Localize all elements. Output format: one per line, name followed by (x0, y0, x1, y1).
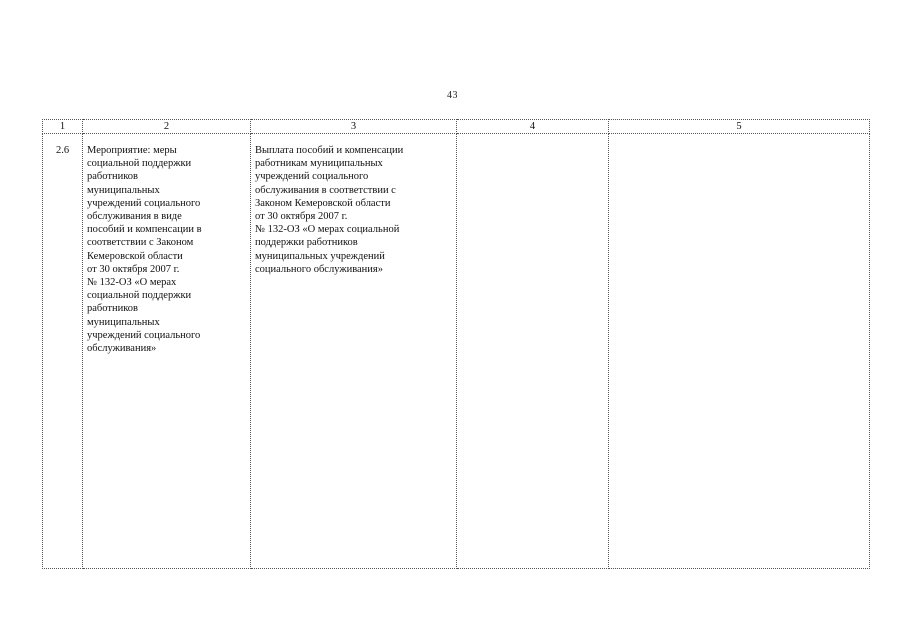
table-row (43, 134, 870, 569)
column-5-cell (609, 134, 870, 569)
column-header-2: 2 (83, 120, 251, 134)
measure-cell (83, 134, 251, 569)
document-table (42, 119, 870, 569)
row-number: 2.6 (55, 145, 70, 156)
description-cell (251, 134, 457, 569)
row-number-cell (43, 134, 83, 569)
column-header-5: 5 (609, 120, 870, 134)
column-4-cell (457, 134, 609, 569)
page-number: 43 (447, 90, 458, 101)
column-header-4: 4 (457, 120, 609, 134)
column-5-text (609, 134, 869, 144)
table-header-row (43, 120, 870, 134)
description-text: Выплата пособий и компенсации работникам муниципальных учреждений социального обслуживания в соответствии с Законом Кемеровской области от 30 октября 2007 г. № 132-ОЗ «О мерах социальной поддержки работников муниципальных учреждений социального обслуживания» (255, 145, 404, 275)
column-4-text (457, 134, 608, 144)
column-header-1: 1 (43, 120, 83, 134)
measure-text: Мероприятие: меры социальной поддержки работников муниципальных учреждений социального обслуживания в виде пособий и компенсации в соответствии с Законом Кемеровской области от 30 октября 2007 г. № 132-ОЗ «О мерах социальной поддержки работников муниципальных учреждений социального обслуживания» (87, 145, 202, 355)
column-header-3: 3 (251, 120, 457, 134)
